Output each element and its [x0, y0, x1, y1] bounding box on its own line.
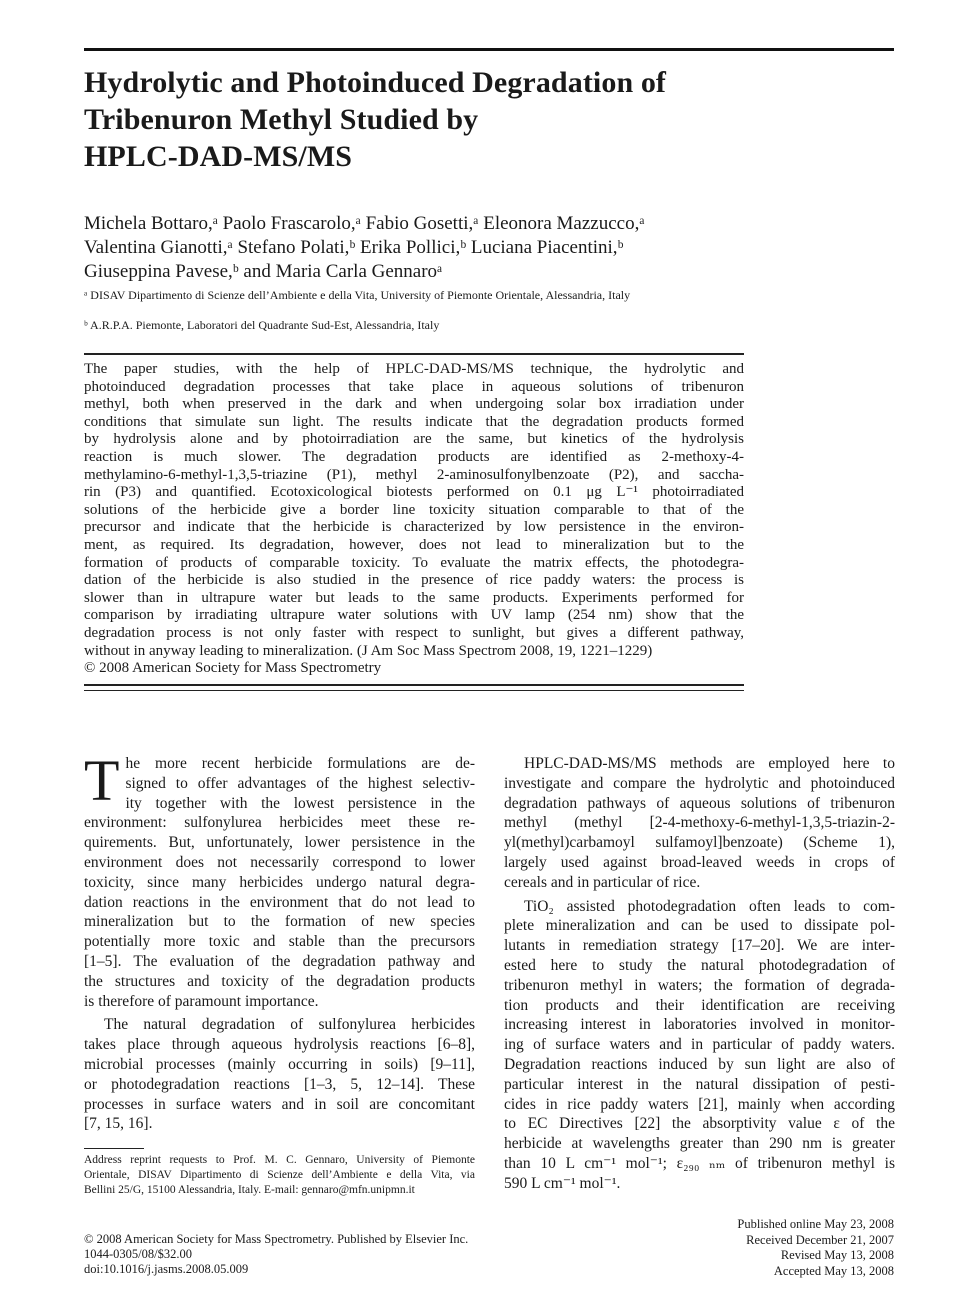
abstract: [84, 361, 744, 678]
abstract-line: methyl, both when preserved in the dark and when undergoing solar box irradiation under: [84, 396, 744, 413]
abstract-line: degradation process is not only faster with respect to sunlight, but gives a different pathway,: [84, 624, 744, 641]
body-line: Degradation reactions induced by sun light are also of: [504, 1055, 895, 1073]
body-line: TiO₂ assisted photodegradation often leads to com-: [524, 897, 895, 915]
abstract-line: dation of the herbicide is also studied in the presence of rice paddy waters: the process is: [84, 572, 744, 589]
body-line: tion products and their identification are receiving: [504, 996, 895, 1014]
correspondence-footnote: [84, 1153, 475, 1198]
abstract-copyright: © 2008 American Society for Mass Spectrometry: [84, 660, 382, 677]
body-line: environment does not necessarily correspond to lower: [84, 853, 475, 871]
title-line: Hydrolytic and Photoinduced Degradation of: [84, 66, 667, 99]
body-line: cereals and in particular of rice.: [504, 873, 701, 891]
publisher-info: [84, 1232, 564, 1277]
article-history: [594, 1217, 894, 1279]
title-line: HPLC-DAD-MS/MS: [84, 140, 353, 173]
abstract-line: comparison by irradiating ultrapure water solutions with UV lamp (254 nm) show that the: [84, 607, 744, 624]
abstract-line: methylamino-6-methyl-1,3,5-triazine (P1), methyl 2-aminosulfonylbenzoate (P2), and saccha-: [84, 466, 744, 483]
left-column: [84, 748, 475, 1134]
issn-price: 1044-0305/08/$32.00: [84, 1247, 192, 1261]
author-line: Giuseppina Pavese,ᵇ and Maria Carla Gennaroᵃ: [84, 261, 443, 282]
affiliation-b: ᵇ A.R.P.A. Piemonte, Laboratori del Quadrante Sud-Est, Alessandria, Italy: [84, 318, 440, 332]
abstract-line: photoinduced degradation processes that take place in aqueous solutions of tribenuron: [84, 378, 744, 395]
body-line: ing of surface waters and in particular of paddy waters.: [504, 1036, 895, 1054]
body-line: processes in surface waters and in soil are concomitant: [84, 1095, 475, 1113]
body-line-with-citation: [1–5]. The evaluation of the degradation pathway and: [84, 952, 475, 970]
accepted-date: Accepted May 13, 2008: [773, 1263, 894, 1278]
article-title: [84, 64, 784, 175]
copyright-line: © 2008 American Society for Mass Spectrometry. Published by Elsevier Inc.: [84, 1232, 469, 1246]
abstract-line: The paper studies, with the help of HPLC-DAD-MS/MS technique, the hydrolytic and: [84, 361, 744, 377]
abstract-top-rule: [84, 353, 744, 355]
body-line-with-citation: or photodegradation reactions [1–3, 5, 12–14]. These: [84, 1075, 475, 1093]
doi[interactable]: doi:10.1016/j.jasms.2008.05.009: [84, 1262, 249, 1276]
right-paragraph-1: [504, 754, 895, 893]
intro-paragraph-1: [84, 748, 475, 1011]
intro-paragraph-2: [84, 1015, 475, 1134]
body-line: increasing interest in laboratories involved in monitor-: [504, 1016, 895, 1034]
author-line: Michela Bottaro,ᵃ Paolo Frascarolo,ᵃ Fabio Gosetti,ᵃ Eleonora Mazzucco,ᵃ: [84, 213, 645, 234]
body-line: particular interest in the natural dissipation of pesti-: [504, 1075, 895, 1093]
abstract-line: formation of products of comparable toxicity. To evaluate the matrix effects, the photodegra-: [84, 554, 744, 571]
body-line-with-citation: cides in rice paddy waters [21], mainly when according: [504, 1095, 895, 1113]
title-line: Tribenuron Methyl Studied by: [84, 103, 479, 136]
abstract-bottom-rule-2: [84, 690, 744, 691]
body-line-with-citation: microbial processes (mainly occurring in soils) [9–11],: [84, 1055, 475, 1073]
footnote-rule: [84, 1148, 144, 1149]
right-column: [504, 754, 895, 1194]
body-line-with-citation: takes place through aqueous hydrolysis reactions [6–8],: [84, 1036, 475, 1054]
body-line: ested here to study the natural photodegradation of: [504, 956, 895, 974]
author-line: Valentina Gianotti,ᵃ Stefano Polati,ᵇ Erika Pollici,ᵇ Luciana Piacentini,ᵇ: [84, 237, 624, 258]
published-online: Published online May 23, 2008: [737, 1217, 894, 1231]
body-line: yl(methyl)carbamoyl sulfamoyl]benzoate) (Scheme 1),: [504, 834, 895, 852]
abstract-line: reaction is much slower. The degradation products are identified as 2-methoxy-4-: [84, 448, 744, 465]
abstract-line: by hydrolysis alone and by photoirradiation are the same, but kinetics of the hydrolysis: [84, 431, 744, 448]
abstract-line: precursor and indicate that the herbicide is characterized by low persistence in the environ-: [84, 519, 744, 536]
body-line: he more recent herbicide formulations are de-: [125, 755, 475, 772]
body-line-with-citation: [7, 15, 16].: [84, 1115, 153, 1133]
body-line: herbicide at wavelengths greater than 290 nm is greater: [504, 1135, 895, 1153]
body-line: potentially more toxic and stable than the precursors: [84, 933, 475, 951]
body-line: mineralization but to the formation of new species: [84, 913, 475, 931]
body-line: 590 L cm⁻¹ mol⁻¹.: [504, 1174, 621, 1192]
body-line: signed to offer advantages of the highest selectiv-: [125, 774, 475, 792]
abstract-line: conditions that simulate sun light. The results indicate that the degradation products formed: [84, 413, 744, 430]
body-line: dation reactions in the environment that do not lead to: [84, 893, 475, 911]
received-date: Received December 21, 2007: [746, 1232, 894, 1247]
body-line-with-citation: lutants in remediation strategy [17–20]. We are inter-: [504, 937, 895, 955]
top-rule: [84, 48, 894, 51]
right-paragraph-2: [504, 897, 895, 1194]
author-list: [84, 212, 784, 284]
body-line: is therefore of paramount importance.: [84, 992, 319, 1010]
abstract-line: slower than in ultrapure water but leads to the same products. Experiments performed for: [84, 589, 744, 606]
body-line: than 10 L cm⁻¹ mol⁻¹; ε₂₉₀ ₙₘ of tribenuron methyl is: [504, 1154, 895, 1172]
revised-date: Revised May 13, 2008: [780, 1248, 894, 1262]
body-line: investigate and compare the hydrolytic and photoinduced: [504, 774, 895, 792]
abstract-line: ment, as required. Its degradation, however, does not lead to mineralization but to the: [84, 536, 744, 553]
body-line: tribenuron methyl in waters; the formation of degrada-: [504, 976, 895, 994]
abstract-line: solutions of the herbicide give a border line toxicity situation comparable to that of the: [84, 501, 744, 518]
body-line: degradation pathways of aqueous solutions of tribenuron: [504, 794, 895, 812]
body-line: methyl (methyl [2-4-methoxy-6-methyl-1,3,5-triazin-2-: [504, 814, 895, 832]
body-line: quirements. But, unfortunately, lower persistence in the: [84, 834, 475, 852]
body-line: environment: sulfonylurea herbicides meet these re-: [84, 814, 475, 832]
drop-cap: T: [84, 748, 120, 813]
body-line: The natural degradation of sulfonylurea herbicides: [104, 1016, 475, 1034]
body-line: toxicity, since many herbicides undergo natural degra-: [84, 873, 475, 891]
body-line: largely used against broad-leaved weeds in crops of: [504, 853, 895, 871]
abstract-line: rin (P3) and quantified. Ecotoxicological biotests performed on 0.1 μg L⁻¹ photoirradiated: [84, 484, 744, 501]
abstract-bottom-rule-1: [84, 684, 744, 686]
body-line: HPLC-DAD-MS/MS methods are employed here to: [524, 755, 895, 772]
abstract-citation-line: without in anyway leading to mineralization. (J Am Soc Mass Spectrom 2008, 19, 1221–1229): [84, 642, 653, 659]
body-line: ity together with the lowest persistence in the: [125, 794, 475, 812]
footnote-line: Address reprint requests to Prof. M. C. Gennaro, University of Piemonte: [84, 1154, 475, 1166]
body-line: the structures and toxicity of the degradation products: [84, 972, 475, 990]
body-line: plete mineralization and can be used to dissipate pol-: [504, 917, 895, 935]
footnote-line: Orientale, DISAV Dipartimento di Scienze dell’Ambiente e della Vita, via: [84, 1169, 475, 1181]
affiliation-a: ᵃ DISAV Dipartimento di Scienze dell’Ambiente e della Vita, University of Piemonte Orientale, Alessandria, Italy: [84, 288, 631, 302]
footnote-line-email: Bellini 25/G, 15100 Alessandria, Italy. E-mail: gennaro@mfn.unipmn.it: [84, 1184, 415, 1196]
body-line-with-citation: to EC Directives [22] the absorptivity value ε of the: [504, 1115, 895, 1133]
